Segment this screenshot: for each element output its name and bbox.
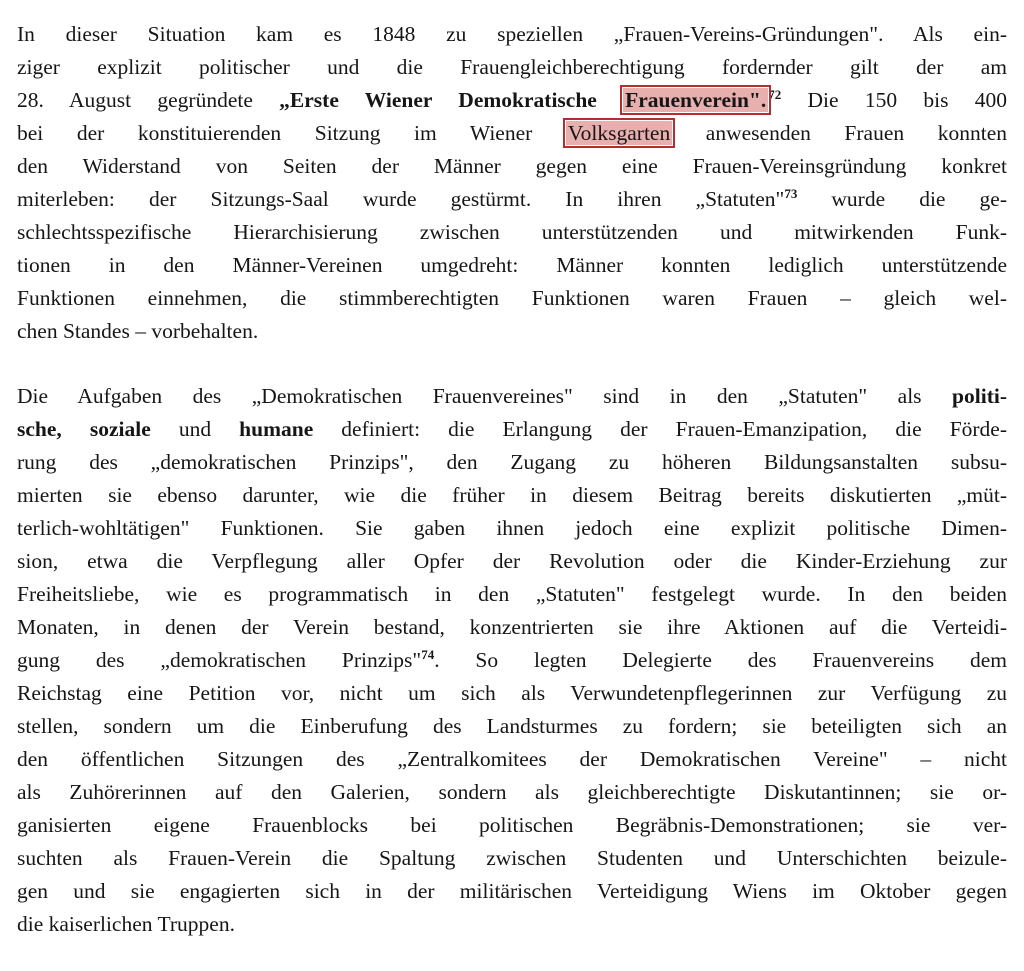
text-line	[17, 183, 1007, 216]
text-span: Freiheitsliebe, wie es programmatisch in den „Statuten" festgelegt wurde. In den beiden	[17, 582, 1007, 606]
text-span: terlich-wohltätigen" Funktionen. Sie gaben ihnen jedoch eine explizit politische Dimen-	[17, 516, 1007, 540]
text-span: chen Standes – vorbehalten.	[17, 319, 259, 343]
text-span: ganisierten eigene Frauenblocks bei politischen Begräbnis-Demonstrationen; sie ver-	[17, 813, 1007, 837]
text-span: miterleben: der Sitzungs-Saal wurde gestürmt. In ihren „Statuten"	[17, 187, 785, 211]
text-span: den öffentlichen Sitzungen des „Zentralkomitees der Demokratischen Vereine" – nicht	[17, 747, 1007, 771]
text-line	[17, 150, 1007, 183]
text-span: In dieser Situation kam es 1848 zu speziellen „Frauen-Vereins-Gründungen". Als ein-	[17, 22, 1007, 46]
text-span: Die Aufgaben des „Demokratischen Frauenvereines" sind in den „Statuten" als	[17, 384, 953, 408]
text-line	[17, 512, 1007, 545]
text-line	[17, 842, 1007, 875]
text-line	[17, 710, 1007, 743]
text-span: gung des „demokratischen Prinzips"	[17, 648, 422, 672]
text-line	[17, 809, 1007, 842]
text-line	[17, 743, 1007, 776]
footnote-ref-73: 73	[784, 186, 798, 201]
text-span: ziger explizit politischer und die Frauengleichberechtigung fordernder gilt der am	[17, 55, 1007, 79]
text-line	[17, 875, 1007, 908]
text-line	[17, 545, 1007, 578]
footnote-ref-74: 74	[421, 647, 435, 662]
text-span: bei der konstituierenden Sitzung im Wiener	[17, 121, 566, 145]
text-line	[17, 413, 1007, 446]
text-span: Reichstag eine Petition vor, nicht um sich als Verwundetenpflegerinnen zur Verfügung zu	[17, 681, 1007, 705]
text-line	[17, 578, 1007, 611]
text-line	[17, 611, 1007, 644]
text-line	[17, 479, 1007, 512]
text-span: wurde die ge-	[797, 187, 1007, 211]
text-span: schlechtsspezifische Hierarchisierung zwischen unterstützenden und mitwirkenden Funk-	[17, 220, 1007, 244]
text-line	[17, 84, 1007, 117]
bold-term: humane	[239, 417, 314, 441]
bold-term: sche, soziale	[17, 417, 151, 441]
text-span: Funktionen einnehmen, die stimmberechtigten Funktionen waren Frauen – gleich wel-	[17, 286, 1007, 310]
text-span: . So legten Delegierte des Frauenvereins dem	[434, 648, 1008, 672]
text-span: die kaiserlichen Truppen.	[17, 912, 235, 936]
highlight-frauenverein: Frauenverein".	[625, 88, 767, 112]
text-span: und	[150, 417, 240, 441]
text-span: mierten sie ebenso darunter, wie die früher in diesem Beitrag bereits diskutierten „müt-	[17, 483, 1007, 507]
text-span: stellen, sondern um die Einberufung des Landsturmes zu fordern; sie beteiligten sich an	[17, 714, 1007, 738]
footnote-ref-72: 72	[768, 87, 782, 102]
text-span: definiert: die Erlangung der Frauen-Emanzipation, die Förde-	[313, 417, 1008, 441]
text-line	[17, 380, 1007, 413]
text-line	[17, 282, 1007, 315]
text-span: suchten als Frauen-Verein die Spaltung zwischen Studenten und Unterschichten beizule-	[17, 846, 1007, 870]
bold-association-name: „Erste Wiener Demokratische	[279, 88, 624, 112]
text-line	[17, 216, 1007, 249]
text-span: sion, etwa die Verpflegung aller Opfer der Revolution oder die Kinder-Erziehung zur	[17, 549, 1007, 573]
text-line	[17, 117, 1007, 150]
text-span: als Zuhörerinnen auf den Galerien, sondern als gleichberechtigte Diskutantinnen; sie or-	[17, 780, 1007, 804]
text-line	[17, 908, 1007, 941]
text-line	[17, 446, 1007, 479]
text-line	[17, 776, 1007, 809]
text-span: 28. August gegründete	[17, 88, 280, 112]
text-line	[17, 51, 1007, 84]
bold-term: politi-	[952, 384, 1007, 408]
text-span: Die 150 bis 400	[781, 88, 1007, 112]
text-line	[17, 249, 1007, 282]
text-line	[17, 18, 1007, 51]
highlight-volksgarten: Volksgarten	[567, 121, 671, 145]
text-line	[17, 644, 1007, 677]
text-span: rung des „demokratischen Prinzips", den Zugang zu höheren Bildungsanstalten subsu-	[17, 450, 1007, 474]
text-line	[17, 315, 1007, 348]
text-span: den Widerstand von Seiten der Männer gegen eine Frauen-Vereinsgründung konkret	[17, 154, 1007, 178]
text-span: gen und sie engagierten sich in der militärischen Verteidigung Wiens im Oktober gegen	[17, 879, 1007, 903]
text-span: Monaten, in denen der Verein bestand, konzentrierten sie ihre Aktionen auf die Verteidi-	[17, 615, 1007, 639]
text-span: tionen in den Männer-Vereinen umgedreht: Männer konnten lediglich unterstützende	[17, 253, 1007, 277]
text-span: anwesenden Frauen konnten	[672, 121, 1007, 145]
text-line	[17, 677, 1007, 710]
